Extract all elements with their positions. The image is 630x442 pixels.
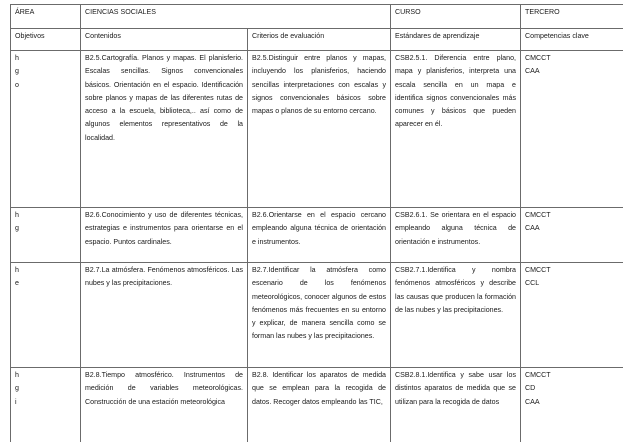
objetivos-cell — [11, 263, 81, 368]
competencias-cell — [521, 368, 624, 442]
estandares-cell — [391, 208, 521, 263]
objetivos-cell — [11, 368, 81, 442]
estandares-cell — [391, 263, 521, 368]
criterios-text: B2.8. Identificar los aparatos de medida que se emplean para la recogida de datos. Recoger datos empleando las TIC, — [252, 371, 386, 406]
criterios-cell — [248, 51, 391, 208]
estandares-text: CSB2.7.1.Identifica y nombra fenómenos atmosféricos y describe las causas que producen la formación de las nubes y las precipitaciones. — [395, 266, 516, 314]
column-header-criterios: Criterios de evaluación — [248, 29, 391, 51]
curriculum-table — [10, 4, 623, 442]
contenidos-text: B2.8.Tiempo atmosférico. Instrumentos de medición de variables meteorológicas. Construcción de una estación meteorológica — [85, 371, 243, 406]
objetivo-item: o — [15, 80, 19, 89]
criterios-cell — [248, 208, 391, 263]
estandares-text: CSB2.5.1. Diferencia entre plano, mapa y planisferios, interpreta una escala sencilla en un mapa e identifica signos convencionales más comunes y básicos que pueden aparecer en él. — [395, 54, 516, 129]
column-header-objetivos: Objetivos — [11, 29, 81, 51]
area-value: CIENCIAS SOCIALES — [81, 5, 391, 29]
estandares-text: CSB2.8.1.Identifica y sabe usar los distintos aparatos de medida que se utilizan para la recogida de datos — [395, 371, 516, 406]
criterios-cell — [248, 368, 391, 442]
objetivo-item: e — [15, 279, 19, 288]
contenidos-cell — [81, 263, 248, 368]
competencias-cell — [521, 51, 624, 208]
competencia-item: CAA — [525, 224, 540, 233]
curso-label: CURSO — [391, 5, 521, 29]
table-row — [11, 263, 624, 368]
competencia-item: CD — [525, 384, 536, 393]
column-header-estandares: Estándares de aprendizaje — [391, 29, 521, 51]
competencia-item: CAA — [525, 67, 540, 76]
contenidos-text: B2.6.Conocimiento y uso de diferentes técnicas, estrategias e instrumentos para orientarse en el espacio. Puntos cardinales. — [85, 211, 243, 246]
curso-value: TERCERO — [521, 5, 624, 29]
objetivo-item: h — [15, 211, 19, 219]
contenidos-cell — [81, 51, 248, 208]
objetivo-item: h — [15, 371, 19, 379]
competencia-item: CAA — [525, 397, 540, 406]
contenidos-text: B2.7.La atmósfera. Fenómenos atmosféricos. Las nubes y las precipitaciones. — [85, 266, 243, 288]
competencia-item: CMCCT — [525, 54, 551, 62]
competencia-item: CMCCT — [525, 371, 551, 379]
contenidos-text: B2.5.Cartografía. Planos y mapas. El planisferio. Escalas sencillas. Signos convencionales básicos. Orientación en el espacio. Identificación sobre planos y mapas de las diferentes rutas de acceso a la escuela, biblioteca,.. así como de algunos elementos representativos de la localidad. — [85, 54, 243, 142]
curriculum-sheet — [10, 4, 623, 442]
objetivo-item: i — [15, 397, 17, 406]
objetivo-item: h — [15, 54, 19, 62]
table-row — [11, 51, 624, 208]
competencia-item: CMCCT — [525, 211, 551, 219]
objetivos-cell — [11, 51, 81, 208]
table-row — [11, 208, 624, 263]
criterios-text: B2.5.Distinguir entre planos y mapas, incluyendo los planisferios, haciendo sencillas interpretaciones con escalas y signos convencionales básicos sobre mapas o planos de su entorno cercano. — [252, 54, 386, 116]
estandares-cell — [391, 51, 521, 208]
objetivo-item: h — [15, 266, 19, 274]
criterios-text: B2.6.Orientarse en el espacio cercano empleando alguna técnica de orientación e instrumentos. — [252, 211, 386, 246]
estandares-text: CSB2.6.1. Se orientara en el espacio empleando alguna técnica de orientación e instrumentos. — [395, 211, 516, 246]
column-header-competencias: Competencias clave — [521, 29, 624, 51]
competencias-cell — [521, 208, 624, 263]
column-header-row — [11, 29, 624, 51]
criterios-text: B2.7.Identificar la atmósfera como escenario de los fenómenos meteorológicos, conocer algunos de estos fenómenos más frecuentes en su entorno y explicar, de manera sencilla como se forman las nubes y las precipitaciones. — [252, 266, 386, 341]
competencia-item: CCL — [525, 279, 540, 288]
contenidos-cell — [81, 208, 248, 263]
contenidos-cell — [81, 368, 248, 442]
objetivo-item: g — [15, 384, 19, 393]
table-row — [11, 368, 624, 442]
estandares-cell — [391, 368, 521, 442]
area-label: ÁREA — [11, 5, 81, 29]
objetivos-cell — [11, 208, 81, 263]
competencia-item: CMCCT — [525, 266, 551, 274]
header-row — [11, 5, 624, 29]
competencias-cell — [521, 263, 624, 368]
objetivo-item: g — [15, 224, 19, 233]
column-header-contenidos: Contenidos — [81, 29, 248, 51]
objetivo-item: g — [15, 67, 19, 76]
criterios-cell — [248, 263, 391, 368]
